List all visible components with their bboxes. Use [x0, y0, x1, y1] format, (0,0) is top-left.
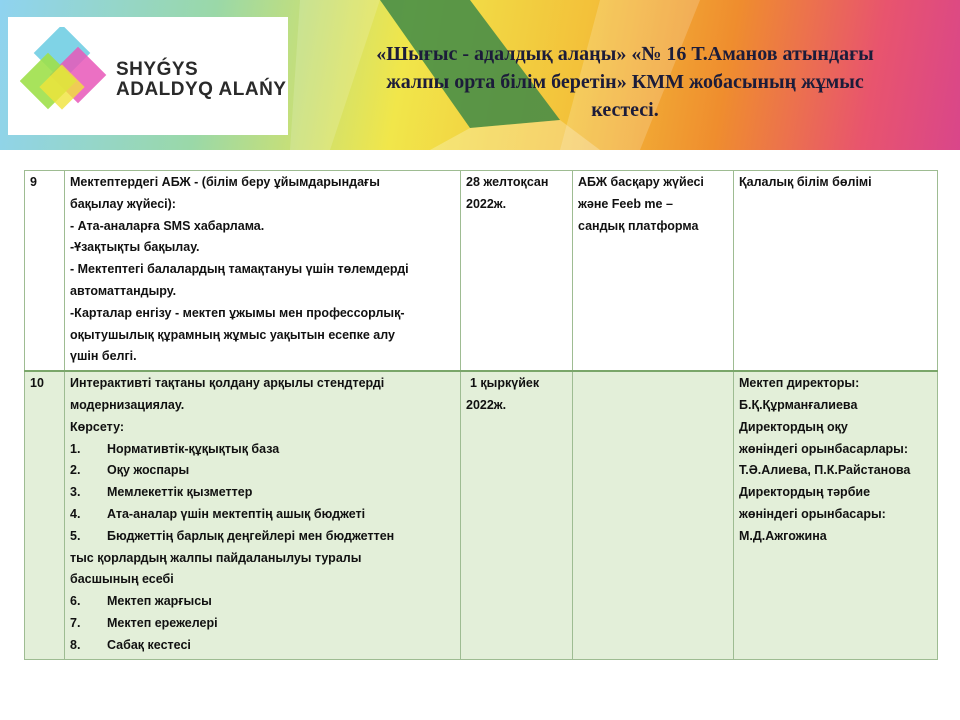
- date-cell: [461, 371, 573, 659]
- list-item: [70, 460, 456, 482]
- tool-line: және Feeb me –: [578, 196, 673, 211]
- logo-text-line-1: SHYǴYS: [116, 59, 199, 80]
- logo-text: [116, 60, 286, 100]
- title-line-1: «Шығыс - адалдық алаңы» «№ 16 Т.Аманов атындағы: [376, 43, 874, 65]
- list-number: 8.: [70, 637, 81, 652]
- activity-cell: [65, 371, 461, 659]
- activity-line: бақылау жүйесі):: [70, 196, 176, 211]
- activity-line: автоматтандыру.: [70, 283, 177, 298]
- list-item: [70, 635, 456, 657]
- list-number: 2.: [70, 463, 81, 478]
- schedule-table: [24, 170, 938, 660]
- activity-line: -Карталар енгізу - мектеп ұжымы мен профессорлық-: [70, 305, 405, 320]
- activity-line: Мектептердегі АБЖ - (білім беру ұйымдарындағы: [70, 175, 380, 189]
- list-text: Бюджеттің барлық деңгейлері мен бюджеттен: [107, 528, 395, 543]
- responsible-line: Б.Қ.Құрманғалиева: [739, 397, 858, 412]
- list-text: Мемлекеттік қызметтер: [107, 485, 253, 500]
- page-title: [305, 40, 945, 124]
- row-number: 10: [25, 371, 65, 659]
- logo: [8, 17, 288, 135]
- activity-line: модернизациялау.: [70, 397, 185, 412]
- list-text: Ата-аналар үшін мектептің ашық бюджеті: [107, 506, 366, 521]
- date-line: 2022ж.: [466, 196, 507, 211]
- row-number: 9: [25, 171, 65, 372]
- list-number: 5.: [70, 528, 81, 543]
- date-line: 28 желтоқсан: [466, 175, 549, 189]
- activity-line: оқытушылық құрамның жұмыс уақытын есепке алу: [70, 327, 395, 342]
- activity-line: - Мектептегі балалардың тамақтануы үшін төлемдерді: [70, 262, 409, 277]
- responsible-line: Директордың оқу: [739, 419, 848, 434]
- list-item: [70, 591, 456, 613]
- list-item: [70, 504, 456, 526]
- table-row: [25, 371, 938, 659]
- list-text: Мектеп ережелері: [107, 615, 218, 630]
- tool-line: сандық платформа: [578, 218, 699, 233]
- list-number: 1.: [70, 441, 81, 456]
- date-line: 2022ж.: [466, 397, 507, 412]
- tool-cell: [573, 371, 734, 659]
- activity-line: басшының есебі: [70, 572, 174, 587]
- list-item: [70, 526, 456, 548]
- responsible-line: Қалалық білім бөлімі: [739, 175, 872, 189]
- activity-line: Интерактивті тақтаны қолдану арқылы стендтерді: [70, 376, 385, 391]
- logo-mark: [20, 27, 116, 123]
- header-banner: [0, 0, 960, 150]
- responsible-line: Директордың тәрбие: [739, 485, 871, 500]
- responsible-cell: [734, 371, 938, 659]
- list-item: [70, 439, 456, 461]
- list-item: [70, 613, 456, 635]
- list-number: 3.: [70, 485, 81, 500]
- list-text: Мектеп жарғысы: [107, 594, 212, 609]
- list-number: 7.: [70, 615, 81, 630]
- date-line: 1 қыркүйек: [470, 376, 540, 391]
- tool-cell: [573, 171, 734, 372]
- title-line-3: кестесі.: [591, 99, 659, 121]
- activity-line: тыс қорлардың жалпы пайдаланылуы туралы: [70, 550, 362, 565]
- responsible-line: Мектеп директоры:: [739, 376, 860, 391]
- activity-line: -Ұзақтықты бақылау.: [70, 240, 200, 255]
- list-text: Сабақ кестесі: [107, 637, 191, 652]
- date-cell: [461, 171, 573, 372]
- activity-line: үшін белгі.: [70, 349, 137, 364]
- list-text: Нормативтік-құқықтық база: [107, 441, 280, 456]
- activity-line: - Ата-аналарға SMS хабарлама.: [70, 218, 265, 233]
- list-number: 4.: [70, 506, 81, 521]
- responsible-cell: [734, 171, 938, 372]
- list-item: [70, 482, 456, 504]
- responsible-line: М.Д.Ажгожина: [739, 528, 827, 543]
- list-number: 6.: [70, 594, 81, 609]
- responsible-line: жөніндегі орынбасары:: [739, 506, 886, 521]
- list-text: Оқу жоспары: [107, 463, 190, 478]
- activity-cell: [65, 171, 461, 372]
- table-row: [25, 171, 938, 372]
- tool-line: АБЖ басқару жүйесі: [578, 175, 704, 189]
- activity-line: Көрсету:: [70, 419, 125, 434]
- logo-text-line-2: ADALDYQ ALAŃY: [116, 79, 287, 100]
- responsible-line: Т.Ә.Алиева, П.К.Райстанова: [739, 463, 911, 478]
- responsible-line: жөніндегі орынбасарлары:: [739, 441, 909, 456]
- title-line-2: жалпы орта білім беретін» КММ жобасының жұмыс: [386, 71, 864, 93]
